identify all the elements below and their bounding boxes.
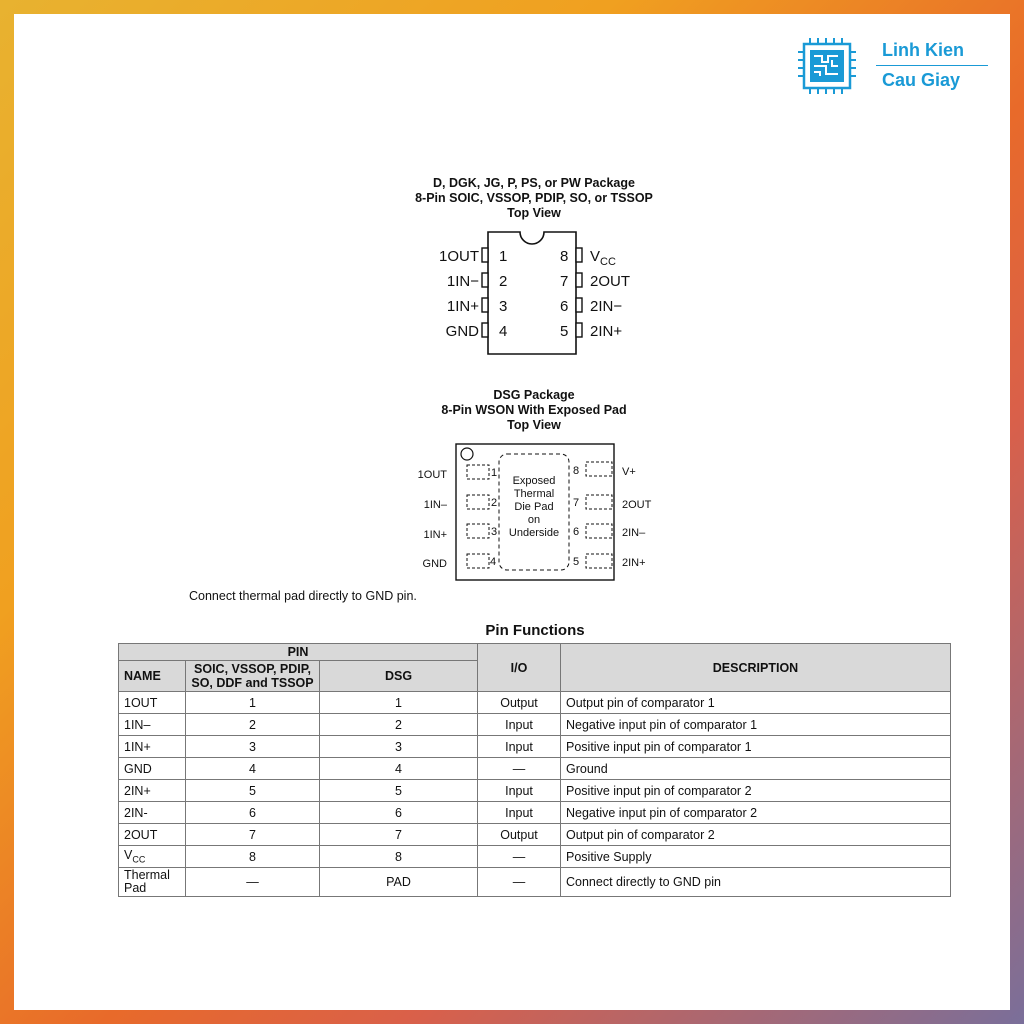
wson-pin-number: 4 xyxy=(490,556,497,568)
soic-cell: 5 xyxy=(186,780,320,802)
package1-heading xyxy=(334,176,734,221)
soic-cell: 3 xyxy=(186,736,320,758)
io-cell: Input xyxy=(478,802,561,824)
table-row xyxy=(119,714,951,736)
wson-pin-number: 6 xyxy=(573,526,580,538)
package1-title-line: Top View xyxy=(507,206,561,220)
wson-pin-number: 8 xyxy=(573,465,580,477)
dsg-cell: 2 xyxy=(320,714,478,736)
soic-pin-number: 2 xyxy=(499,273,508,290)
soic-pin-name: 1IN− xyxy=(446,273,479,290)
dsg-cell: PAD xyxy=(320,868,478,897)
soic-cell: 4 xyxy=(186,758,320,780)
dsg-cell: 3 xyxy=(320,736,478,758)
brand-line1: Linh Kien xyxy=(882,40,964,60)
soic-cell: 7 xyxy=(186,824,320,846)
soic-package-diagram xyxy=(420,228,650,358)
pin-functions-table xyxy=(118,643,951,897)
soic-cell: 1 xyxy=(186,692,320,714)
wson-pin-name: 2IN+ xyxy=(622,557,646,569)
wson-pin-name: 1OUT xyxy=(417,469,447,481)
package2-heading xyxy=(334,388,734,433)
chip-logo-icon xyxy=(796,36,858,96)
io-header: I/O xyxy=(478,644,561,692)
description-cell: Positive Supply xyxy=(561,846,951,868)
package2-title-line: 8-Pin WSON With Exposed Pad xyxy=(441,403,627,417)
soic-pin-name: 1IN+ xyxy=(446,298,479,315)
pin-name-cell: 2IN+ xyxy=(119,780,186,802)
dsg-cell: 8 xyxy=(320,846,478,868)
pin-name-cell: 2IN- xyxy=(119,802,186,824)
io-cell: — xyxy=(478,846,561,868)
pin-name-cell: $V_{CC}$ xyxy=(119,846,186,868)
description-cell: Negative input pin of comparator 2 xyxy=(561,802,951,824)
soic-pin-name: GND xyxy=(445,323,479,340)
name-header: NAME xyxy=(119,661,186,692)
soic-pin-number: 3 xyxy=(499,298,508,315)
pad-text: on xyxy=(527,514,541,526)
thermal-pad-note: Connect thermal pad directly to GND pin. xyxy=(189,589,417,603)
table-row xyxy=(119,780,951,802)
pin-name-cell: GND xyxy=(119,758,186,780)
wson-pin-number: 5 xyxy=(573,556,580,568)
dsg-cell: 6 xyxy=(320,802,478,824)
io-cell: Input xyxy=(478,714,561,736)
io-cell: Input xyxy=(478,736,561,758)
table-row xyxy=(119,868,951,897)
dsg-cell: 7 xyxy=(320,824,478,846)
soic-pin-name: 1OUT xyxy=(438,248,479,265)
table-row xyxy=(119,824,951,846)
io-cell: Output xyxy=(478,824,561,846)
wson-pin-name: V+ xyxy=(622,466,636,478)
pin-name-cell: 2OUT xyxy=(119,824,186,846)
soic-pin-name: 2IN+ xyxy=(590,323,623,340)
io-cell: Output xyxy=(478,692,561,714)
soic-pin-number: 4 xyxy=(499,323,508,340)
soic-pin-number: 1 xyxy=(499,248,508,265)
table-row xyxy=(119,802,951,824)
wson-package-diagram xyxy=(410,440,660,584)
description-cell: Output pin of comparator 1 xyxy=(561,692,951,714)
description-cell: Connect directly to GND pin xyxy=(561,868,951,897)
pad-text: Die Pad xyxy=(514,501,554,513)
table-row xyxy=(119,758,951,780)
soic-pin-number: 8 xyxy=(560,248,569,265)
soic-pin-number: 5 xyxy=(560,323,569,340)
soic-pin-name: 2IN− xyxy=(590,298,623,315)
pin-name-cell: 1IN– xyxy=(119,714,186,736)
soic-pin-name-vcc: $V_{CC}$ xyxy=(590,248,616,268)
pin-name-cell: Thermal Pad xyxy=(119,868,186,897)
brand-divider xyxy=(876,65,988,66)
brand-line2: Cau Giay xyxy=(882,70,961,90)
dsg-cell: 1 xyxy=(320,692,478,714)
package2-title-line: Top View xyxy=(507,418,561,432)
pad-text: Underside xyxy=(508,527,560,539)
package2-title-line: DSG Package xyxy=(493,388,575,402)
soic-header: SOIC, VSSOP, PDIP, SO, DDF and TSSOP xyxy=(186,661,320,692)
description-cell: Positive input pin of comparator 2 xyxy=(561,780,951,802)
wson-pin-number: 1 xyxy=(491,467,498,479)
description-cell: Output pin of comparator 2 xyxy=(561,824,951,846)
wson-pin-name: 1IN– xyxy=(423,499,447,511)
description-cell: Negative input pin of comparator 1 xyxy=(561,714,951,736)
wson-pin-number: 3 xyxy=(491,526,498,538)
table-row xyxy=(119,846,951,868)
pin-functions-title: Pin Functions xyxy=(485,622,585,639)
pin-name-cell: 1OUT xyxy=(119,692,186,714)
dsg-header: DSG xyxy=(320,661,478,692)
io-cell: Input xyxy=(478,780,561,802)
io-cell: — xyxy=(478,868,561,897)
brand-logo xyxy=(796,36,990,96)
dsg-cell: 4 xyxy=(320,758,478,780)
dsg-cell: 5 xyxy=(320,780,478,802)
wson-pin-name: GND xyxy=(422,558,447,570)
soic-cell: 2 xyxy=(186,714,320,736)
wson-pin-number: 7 xyxy=(573,497,580,509)
description-cell: Positive input pin of comparator 1 xyxy=(561,736,951,758)
pin-group-header: PIN xyxy=(119,644,478,661)
package1-title-line: 8-Pin SOIC, VSSOP, PDIP, SO, or TSSOP xyxy=(415,191,653,205)
wson-pin-name: 2IN– xyxy=(622,527,646,539)
wson-pin-number: 2 xyxy=(491,497,498,509)
io-cell: — xyxy=(478,758,561,780)
soic-pin-number: 7 xyxy=(560,273,569,290)
soic-pin-number: 6 xyxy=(560,298,569,315)
soic-cell: 8 xyxy=(186,846,320,868)
pin1-marker-icon xyxy=(461,448,473,460)
pad-text: Exposed xyxy=(512,475,556,487)
table-row xyxy=(119,692,951,714)
pad-text: Thermal xyxy=(513,488,555,500)
pin-name-cell: 1IN+ xyxy=(119,736,186,758)
table-row xyxy=(119,736,951,758)
soic-cell: 6 xyxy=(186,802,320,824)
description-header: DESCRIPTION xyxy=(561,644,951,692)
wson-pin-name: 2OUT xyxy=(622,499,652,511)
wson-pin-name: 1IN+ xyxy=(423,529,447,541)
package1-title-line: D, DGK, JG, P, PS, or PW Package xyxy=(433,176,635,190)
soic-pin-name: 2OUT xyxy=(590,273,631,290)
soic-cell: — xyxy=(186,868,320,897)
description-cell: Ground xyxy=(561,758,951,780)
